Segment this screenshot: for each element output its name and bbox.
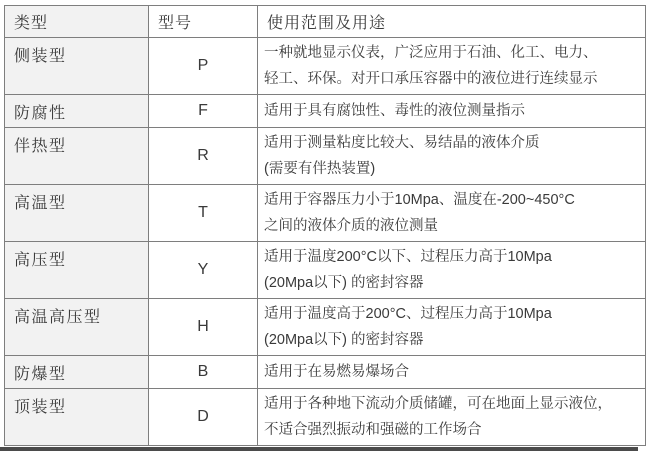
model-code-cell: R	[149, 128, 258, 185]
type-cell: 防腐性	[5, 95, 149, 128]
table-row	[5, 95, 646, 128]
model-code-cell: P	[149, 38, 258, 95]
column-header-usage: 使用范围及用途	[258, 6, 646, 38]
usage-desc-line: 适用于测量粘度比较大、易结晶的液体介质	[264, 135, 540, 151]
usage-desc-line: 适用于具有腐蚀性、毒性的液位测量指示	[264, 103, 525, 119]
bottom-divider-line	[0, 447, 638, 451]
usage-desc-line: 适用于各种地下流动介质储罐，可在地面上显示液位，	[264, 396, 612, 412]
table-row	[5, 356, 646, 389]
model-code-cell: T	[149, 185, 258, 242]
usage-desc-line: (需要有伴热装置)	[264, 161, 376, 177]
header-row	[5, 6, 646, 38]
usage-desc-line: 适用于在易燃易爆场合	[264, 364, 409, 380]
usage-desc-line: 轻工、环保。对开口承压容器中的液位进行连续显示	[264, 71, 598, 87]
type-cell: 高温型	[5, 185, 149, 242]
usage-desc-cell	[258, 242, 646, 299]
usage-desc-cell	[258, 299, 646, 356]
usage-desc-line: 之间的液体介质的液位测量	[264, 218, 438, 234]
usage-desc-line: 适用于温度200°C以下、过程压力高于10Mpa	[264, 249, 552, 265]
table-row	[5, 185, 646, 242]
usage-desc-cell	[258, 128, 646, 185]
type-cell: 顶装型	[5, 389, 149, 446]
column-header-model: 型号	[149, 6, 258, 38]
type-cell: 伴热型	[5, 128, 149, 185]
usage-desc-line: 不适合强烈振动和强磁的工作场合	[264, 422, 482, 438]
model-code-cell: H	[149, 299, 258, 356]
usage-desc-line: (20Mpa以下) 的密封容器	[264, 332, 424, 348]
table-row	[5, 128, 646, 185]
usage-desc-line: 一种就地显示仪表，广泛应用于石油、化工、电力、	[264, 45, 598, 61]
usage-desc-line: 适用于容器压力小于10Mpa、温度在-200~450°C	[264, 192, 575, 208]
model-code-cell: B	[149, 356, 258, 389]
gauge-type-spec-table	[4, 5, 646, 446]
usage-desc-line: 适用于温度高于200°C、过程压力高于10Mpa	[264, 306, 552, 322]
type-cell: 高温高压型	[5, 299, 149, 356]
usage-desc-line: (20Mpa以下) 的密封容器	[264, 275, 424, 291]
model-code-cell: Y	[149, 242, 258, 299]
table-row	[5, 38, 646, 95]
table-row	[5, 242, 646, 299]
type-cell: 侧装型	[5, 38, 149, 95]
table-row	[5, 389, 646, 446]
type-cell: 高压型	[5, 242, 149, 299]
type-cell: 防爆型	[5, 356, 149, 389]
usage-desc-cell	[258, 95, 646, 128]
model-code-cell: D	[149, 389, 258, 446]
usage-desc-cell	[258, 389, 646, 446]
usage-desc-cell	[258, 356, 646, 389]
usage-desc-cell	[258, 185, 646, 242]
model-code-cell: F	[149, 95, 258, 128]
usage-desc-cell	[258, 38, 646, 95]
table-row	[5, 299, 646, 356]
column-header-type: 类型	[5, 6, 149, 38]
